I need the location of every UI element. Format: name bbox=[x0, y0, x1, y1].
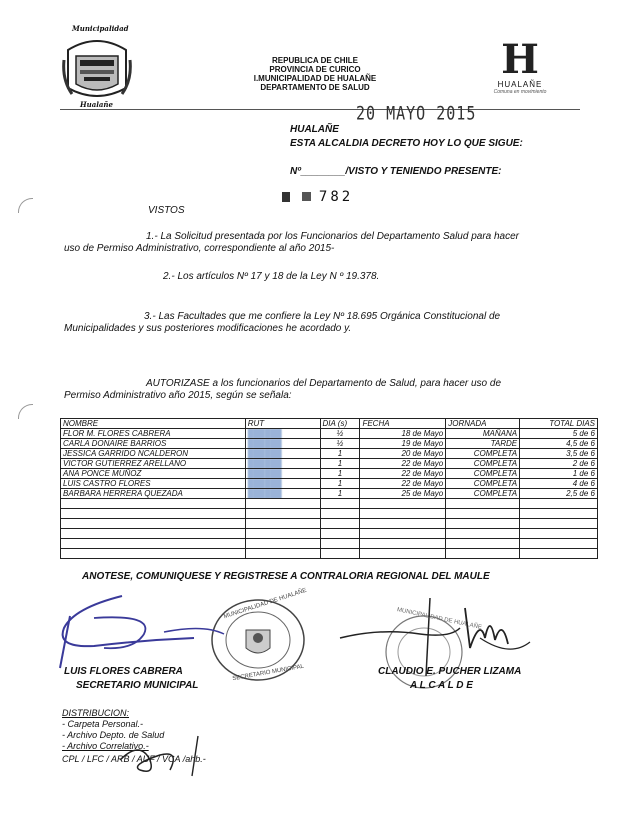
cell-days: ½ bbox=[320, 439, 360, 449]
secretary-title: SECRETARIO MUNICIPAL bbox=[76, 680, 199, 691]
seal-top-text: Municipalidad bbox=[72, 24, 129, 33]
empty-row bbox=[61, 539, 598, 549]
column-header: DIA (s) bbox=[320, 419, 360, 429]
empty-row bbox=[61, 549, 598, 559]
table-row bbox=[61, 429, 598, 439]
cell-shift: COMPLETA bbox=[446, 469, 520, 479]
table-header-row bbox=[61, 419, 598, 429]
cell-shift: COMPLETA bbox=[446, 459, 520, 469]
cell-rut-redacted: ██████ bbox=[245, 459, 320, 469]
cell-name: LUIS CASTRO FLORES bbox=[61, 479, 246, 489]
vistos-label: VISTOS bbox=[148, 205, 185, 216]
cell-total: 2,5 de 6 bbox=[520, 489, 598, 499]
cell-date: 22 de Mayo bbox=[360, 479, 446, 489]
paragraph-3 bbox=[64, 311, 594, 335]
cell-shift: COMPLETA bbox=[446, 449, 520, 459]
logo-name: HUALAÑE bbox=[497, 80, 543, 89]
table-row bbox=[61, 489, 598, 499]
cell-days: 1 bbox=[320, 489, 360, 499]
cell-total: 4,5 de 6 bbox=[520, 439, 598, 449]
decree-number: 782 bbox=[318, 189, 354, 205]
logo-letter: H bbox=[501, 36, 539, 83]
cell-date: 22 de Mayo bbox=[360, 469, 446, 479]
secretary-signature bbox=[34, 588, 234, 676]
cell-total: 1 de 6 bbox=[520, 469, 598, 479]
distribution-item: - Carpeta Personal.- bbox=[62, 719, 144, 729]
cell-shift: COMPLETA bbox=[446, 479, 520, 489]
mayor-title: A L C A L D E bbox=[410, 680, 473, 691]
mayor-stamp-text: MUNICIPALIDAD DE HUALAÑE bbox=[396, 607, 483, 631]
table-row bbox=[61, 479, 598, 489]
authorization-paragraph bbox=[64, 378, 594, 402]
cell-name: BARBARA HERRERA QUEZADA bbox=[61, 489, 246, 499]
closing-statement: ANOTESE, COMUNIQUESE Y REGISTRESE A CONTRALORIA REGIONAL DEL MAULE bbox=[82, 571, 490, 582]
paragraph-3-line-1: 3.- Las Facultades que me confiere la Ley Nº 18.695 Orgánica Constitucional de bbox=[144, 311, 501, 322]
punch-hole-mark bbox=[18, 198, 33, 213]
hualane-logo bbox=[490, 36, 550, 95]
table-row bbox=[61, 449, 598, 459]
distribution-item: - Archivo Depto. de Salud bbox=[62, 730, 165, 740]
cell-name: JESSICA GARRIDO NCALDERON bbox=[61, 449, 246, 459]
column-header: RUT bbox=[245, 419, 320, 429]
empty-row bbox=[61, 499, 598, 509]
cell-days: 1 bbox=[320, 479, 360, 489]
cell-name: VICTOR GUTIERREZ ARELLANO bbox=[61, 459, 246, 469]
header-line-3: I.MUNICIPALIDAD DE HUALAÑE bbox=[253, 74, 377, 83]
cell-date: 25 de Mayo bbox=[360, 489, 446, 499]
cell-rut-redacted: ██████ bbox=[245, 439, 320, 449]
cell-date: 22 de Mayo bbox=[360, 459, 446, 469]
cell-name: ANA PONCE MUÑOZ bbox=[61, 469, 246, 479]
decree-place: HUALAÑE bbox=[290, 124, 339, 135]
authorization-line-1: AUTORIZASE a los funcionarios del Departamento de Salud, para hacer uso de bbox=[146, 378, 502, 389]
cell-name: FLOR M. FLORES CABRERA bbox=[61, 429, 246, 439]
cell-shift: TARDE bbox=[446, 439, 520, 449]
table-row bbox=[61, 459, 598, 469]
cell-days: 1 bbox=[320, 469, 360, 479]
cell-total: 5 de 6 bbox=[520, 429, 598, 439]
cell-date: 18 de Mayo bbox=[360, 429, 446, 439]
authorization-line-2: Permiso Administrativo año 2015, según se señala: bbox=[64, 390, 292, 401]
cell-date: 19 de Mayo bbox=[360, 439, 446, 449]
cell-days: 1 bbox=[320, 459, 360, 469]
empty-row bbox=[61, 529, 598, 539]
table-row bbox=[61, 469, 598, 479]
decree-heading: ESTA ALCALDIA DECRETO HOY LO QUE SIGUE: bbox=[290, 138, 523, 149]
paragraph-1-line-1: 1.- La Solicitud presentada por los Funcionarios del Departamento Salud para hacer bbox=[146, 231, 519, 242]
header-rule bbox=[60, 109, 580, 110]
mayor-name: CLAUDIO E. PUCHER LIZAMA bbox=[378, 666, 522, 677]
header-line-4: DEPARTAMENTO DE SALUD bbox=[260, 83, 370, 92]
secretary-stamp-text: MUNICIPALIDAD DE HUALAÑE bbox=[223, 587, 308, 621]
distribution-initials: CPL / LFC / ARB / AUF / VCA /ahb.- bbox=[62, 754, 206, 764]
decree-number-line: Nº________/VISTO Y TENIENDO PRESENTE: bbox=[290, 166, 502, 177]
cell-shift: COMPLETA bbox=[446, 489, 520, 499]
paragraph-2: 2.- Los artículos Nº 17 y 18 de la Ley N º 19.378. bbox=[163, 271, 380, 282]
cell-rut-redacted: ██████ bbox=[245, 429, 320, 439]
table-row bbox=[61, 439, 598, 449]
empty-row bbox=[61, 509, 598, 519]
punch-hole-mark bbox=[18, 404, 33, 419]
paragraph-1-line-2: uso de Permiso Administrativo, correspondiente al año 2015- bbox=[64, 243, 335, 254]
cell-rut-redacted: ██████ bbox=[245, 469, 320, 479]
cell-shift: MAÑANA bbox=[446, 429, 520, 439]
cell-rut-redacted: ██████ bbox=[245, 449, 320, 459]
cell-days: 1 bbox=[320, 449, 360, 459]
column-header: FECHA bbox=[360, 419, 446, 429]
letterhead bbox=[210, 56, 420, 92]
permissions-table bbox=[60, 418, 598, 559]
secretary-name: LUIS FLORES CABRERA bbox=[64, 666, 183, 677]
municipal-seal bbox=[62, 30, 132, 110]
distribution-item: - Archivo Correlativo.- bbox=[62, 741, 149, 751]
cell-name: CARLA DONAIRE BARRIOS bbox=[61, 439, 246, 449]
cell-rut-redacted: ██████ bbox=[245, 489, 320, 499]
column-header: TOTAL DIAS bbox=[520, 419, 598, 429]
cell-rut-redacted: ██████ bbox=[245, 479, 320, 489]
cell-total: 2 de 6 bbox=[520, 459, 598, 469]
column-header: JORNADA bbox=[446, 419, 520, 429]
initials-scribble bbox=[110, 730, 210, 780]
cell-days: ½ bbox=[320, 429, 360, 439]
secretary-stamp-bottom-text: SECRETARIO MUNICIPAL bbox=[232, 663, 305, 683]
header-line-1: REPUBLICA DE CHILE bbox=[272, 56, 358, 65]
logo-tagline: Comuna en movimiento bbox=[493, 89, 547, 95]
date-stamp: 20 MAYO 2015 bbox=[356, 101, 477, 125]
cell-total: 3,5 de 6 bbox=[520, 449, 598, 459]
cell-date: 20 de Mayo bbox=[360, 449, 446, 459]
number-stamp bbox=[282, 188, 353, 206]
paragraph-1 bbox=[64, 231, 594, 255]
paragraph-3-line-2: Municipalidades y sus posteriores modificaciones he acordado y. bbox=[64, 323, 352, 334]
empty-row bbox=[61, 519, 598, 529]
distribution-title: DISTRIBUCION: bbox=[62, 708, 130, 718]
column-header: NOMBRE bbox=[61, 419, 246, 429]
cell-total: 4 de 6 bbox=[520, 479, 598, 489]
seal-bottom-text: Hualañe bbox=[80, 100, 113, 109]
header-line-2: PROVINCIA DE CURICO bbox=[269, 65, 361, 74]
